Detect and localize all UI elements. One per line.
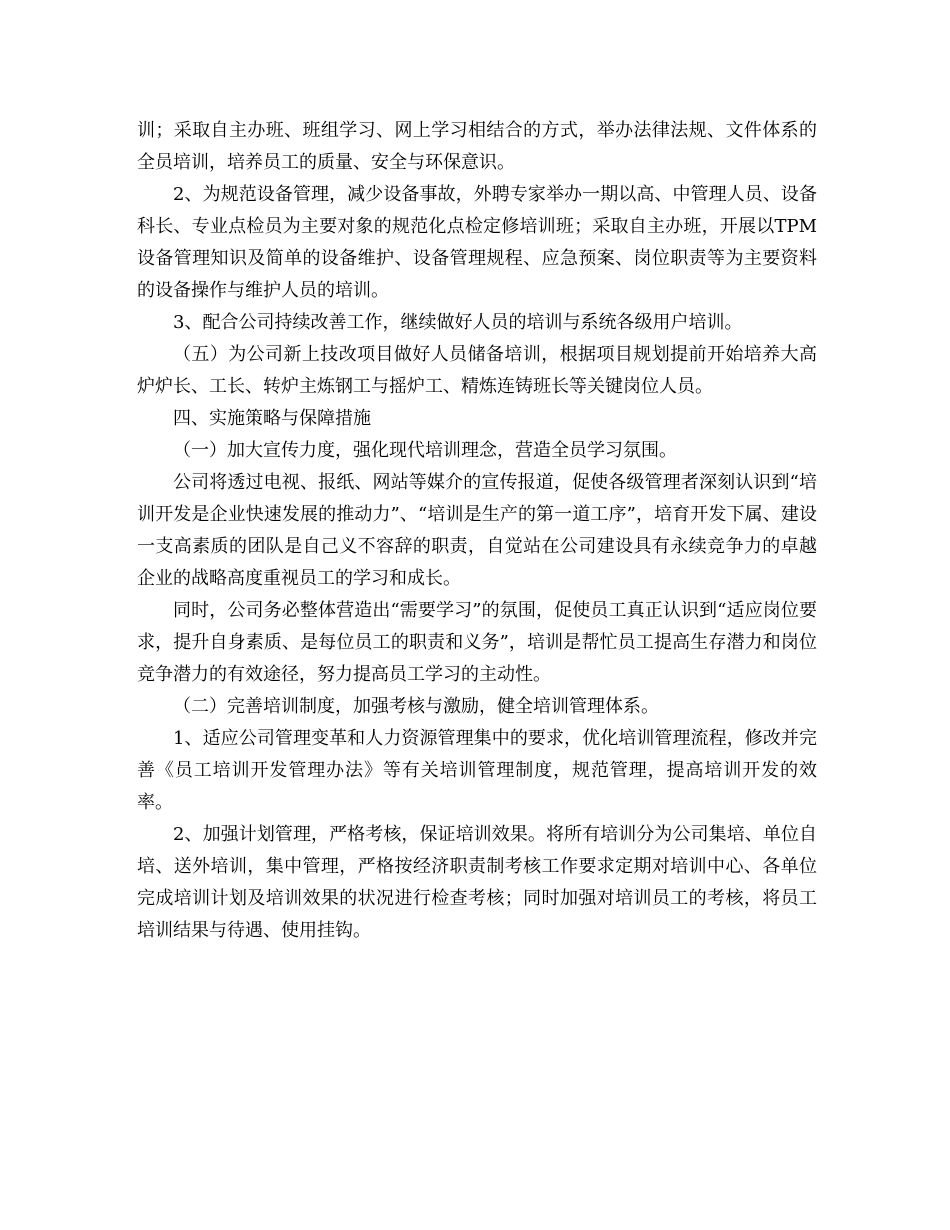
paragraph-management-process: 1、适应公司管理变革和人力资源管理集中的要求，优化培训管理流程，修改并完善《员工培训开发管理办法》等有关培训管理制度，规范管理，提高培训开发的效率。 [137,728,817,813]
paragraph-plan-assessment: 2、加强计划管理，严格考核，保证培训效果。将所有培训分为公司集培、单位自培、送外培训，集中管理，严格按经济职责制考核工作要求定期对培训中心、各单位完成培训计划及培训效果的状况进行检查考核；同时加强对培训员工的考核，将员工培训结果与待遇、使用挂钩。 [137,824,817,941]
subheading-publicity: （一）加大宣传力度，强化现代培训理念，营造全员学习氛围。 [173,440,677,461]
paragraph-learning-atmosphere: 同时，公司务必整体营造出“需要学习”的氛围，促使员工真正认识到“适应岗位要求，提升自身素质、是每位员工的职责和义务”，培训是帮忙员工提高生存潜力和岗位竞争潜力的有效途径，努力提高员工学习的主动性。 [137,600,817,685]
document-body [137,115,817,947]
subheading-training-system: （二）完善培训制度，加强考核与激励，健全培训管理体系。 [173,696,659,717]
section-heading-strategy: 四、实施策略与保障措施 [173,408,371,429]
paragraph-continued: 训；采取自主办班、班组学习、网上学习相结合的方式，举办法律法规、文件体系的全员培训，培养员工的质量、安全与环保意识。 [137,120,817,173]
paragraph-reserve-training: （五）为公司新上技改项目做好人员储备培训，根据项目规划提前开始培养大高炉炉长、工长、转炉主炼钢工与摇炉工、精炼连铸班长等关键岗位人员。 [137,344,817,397]
paragraph-equipment-training: 2、为规范设备管理，减少设备事故，外聘专家举办一期以高、中管理人员、设备科长、专业点检员为主要对象的规范化点检定修培训班；采取自主办班，开展以TPM设备管理知识及简单的设备维护、设备管理规程、应急预案、岗位职责等为主要资料的设备操作与维护人员的培训。 [137,184,817,301]
paragraph-continuous-improvement: 3、配合公司持续改善工作，继续做好人员的培训与系统各级用户培训。 [173,312,743,333]
paragraph-media-publicity: 公司将透过电视、报纸、网站等媒介的宣传报道，促使各级管理者深刻认识到“培训开发是企业快速发展的推动力”、“培训是生产的第一道工序”，培育开发下属、建设一支高素质的团队是自己义不容辞的职责，自觉站在公司建设具有永续竞争力的卓越企业的战略高度重视员工的学习和成长。 [137,472,817,589]
